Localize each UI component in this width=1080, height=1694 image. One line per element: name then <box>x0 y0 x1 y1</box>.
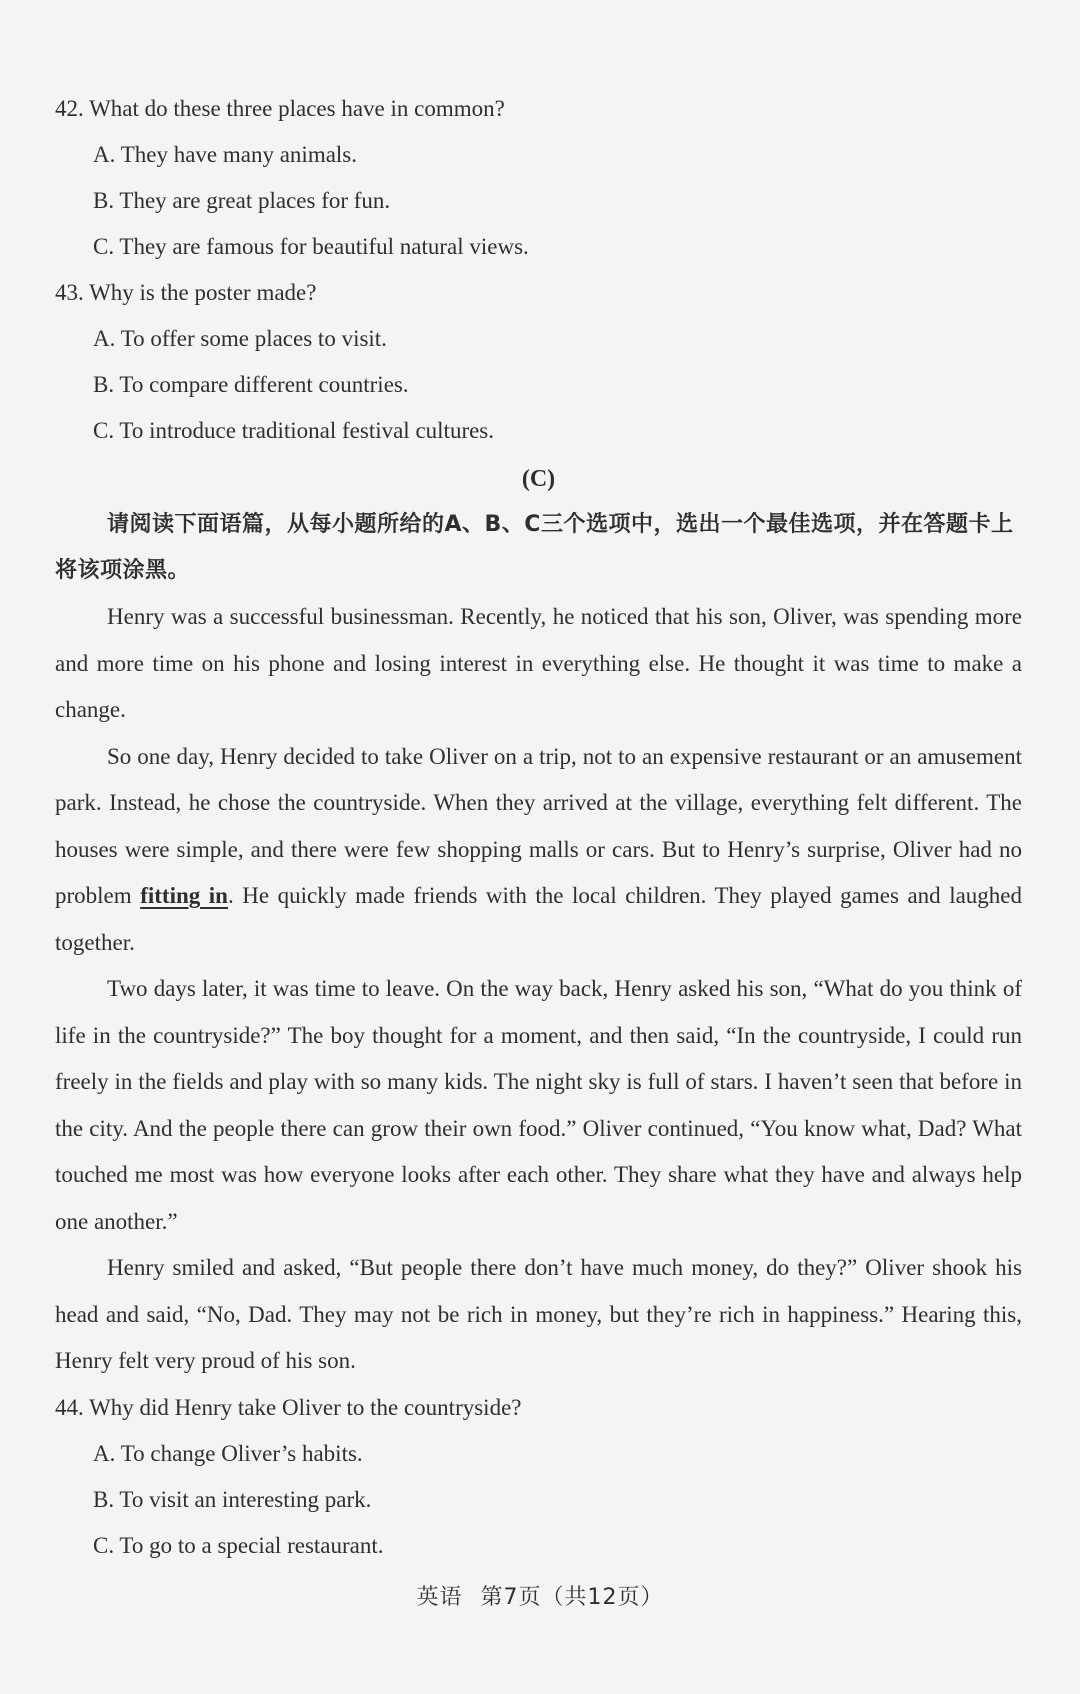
option-b: B. To visit an interesting park. <box>93 1486 372 1512</box>
option-a: A. They have many animals. <box>93 142 358 167</box>
passage-paragraph-4: Henry smiled and asked, “But people there don’t have much money, do they?” Oliver shook his head and said, “No, Dad. They may not be rich in money, but they’re rich in happiness.” Hearing this, Henry felt very proud of his son. <box>55 1255 1022 1373</box>
section-instruction: 请阅读下面语篇，从每小题所给的A、B、C三个选项中，选出一个最佳选项，并在答题卡上将该项涂黑。 <box>55 512 1014 583</box>
option-c: C. They are famous for beautiful natural views. <box>93 234 529 259</box>
paragraph-text: So one day, Henry decided to take Oliver on a trip, not to an expensive restaurant or an amusement park. Instead, he chose the countryside. When they arrived at the village, everything felt different. The houses were simple, and there were few shopping malls or cars. But to Henry’s surprise, Oliver had no problem <box>55 743 1022 908</box>
page-footer <box>0 1580 1080 1611</box>
footer-page-number: 第7页（共12页） <box>480 1585 664 1610</box>
option-c: C. To go to a special restaurant. <box>93 1532 384 1558</box>
question-stem: 43. Why is the poster made? <box>55 280 317 305</box>
footer-subject: 英语 <box>416 1585 463 1610</box>
passage-paragraph-3: Two days later, it was time to leave. On the way back, Henry asked his son, “What do you think of life in the countryside?” The boy thought for a moment, and then said, “In the countryside, I could run freely in the fields and play with so many kids. The night sky is full of stars. I haven’t seen that before in the city. And the people there can grow their own food.” Oliver continued, “You know what, Dad? What touched me most was how everyone looks after each other. They share what they have and always help one another.” <box>55 976 1022 1234</box>
question-stem: 44. Why did Henry take Oliver to the countryside? <box>55 1394 522 1420</box>
option-a: A. To offer some places to visit. <box>93 326 387 351</box>
option-c: C. To introduce traditional festival cultures. <box>93 418 495 443</box>
option-b: B. They are great places for fun. <box>93 188 391 213</box>
question-44 <box>55 1385 1022 1569</box>
question-stem: 42. What do these three places have in common? <box>55 96 505 121</box>
section-title: (C) <box>521 466 556 492</box>
passage-paragraph-1: Henry was a successful businessman. Recently, he noticed that his son, Oliver, was spending more and more time on his phone and losing interest in everything else. He thought it was time to make a change. <box>55 604 1022 722</box>
passage-paragraph-2 <box>55 734 1022 967</box>
option-b: B. To compare different countries. <box>93 372 409 397</box>
reading-passage <box>55 594 1022 1385</box>
option-a: A. To change Oliver’s habits. <box>93 1440 363 1466</box>
question-43 <box>55 270 1022 454</box>
underlined-phrase: fitting in <box>140 883 228 908</box>
question-42 <box>55 86 1022 270</box>
paragraph-text: . He quickly made friends with the local children. They played games and laughed together. <box>55 883 1023 955</box>
